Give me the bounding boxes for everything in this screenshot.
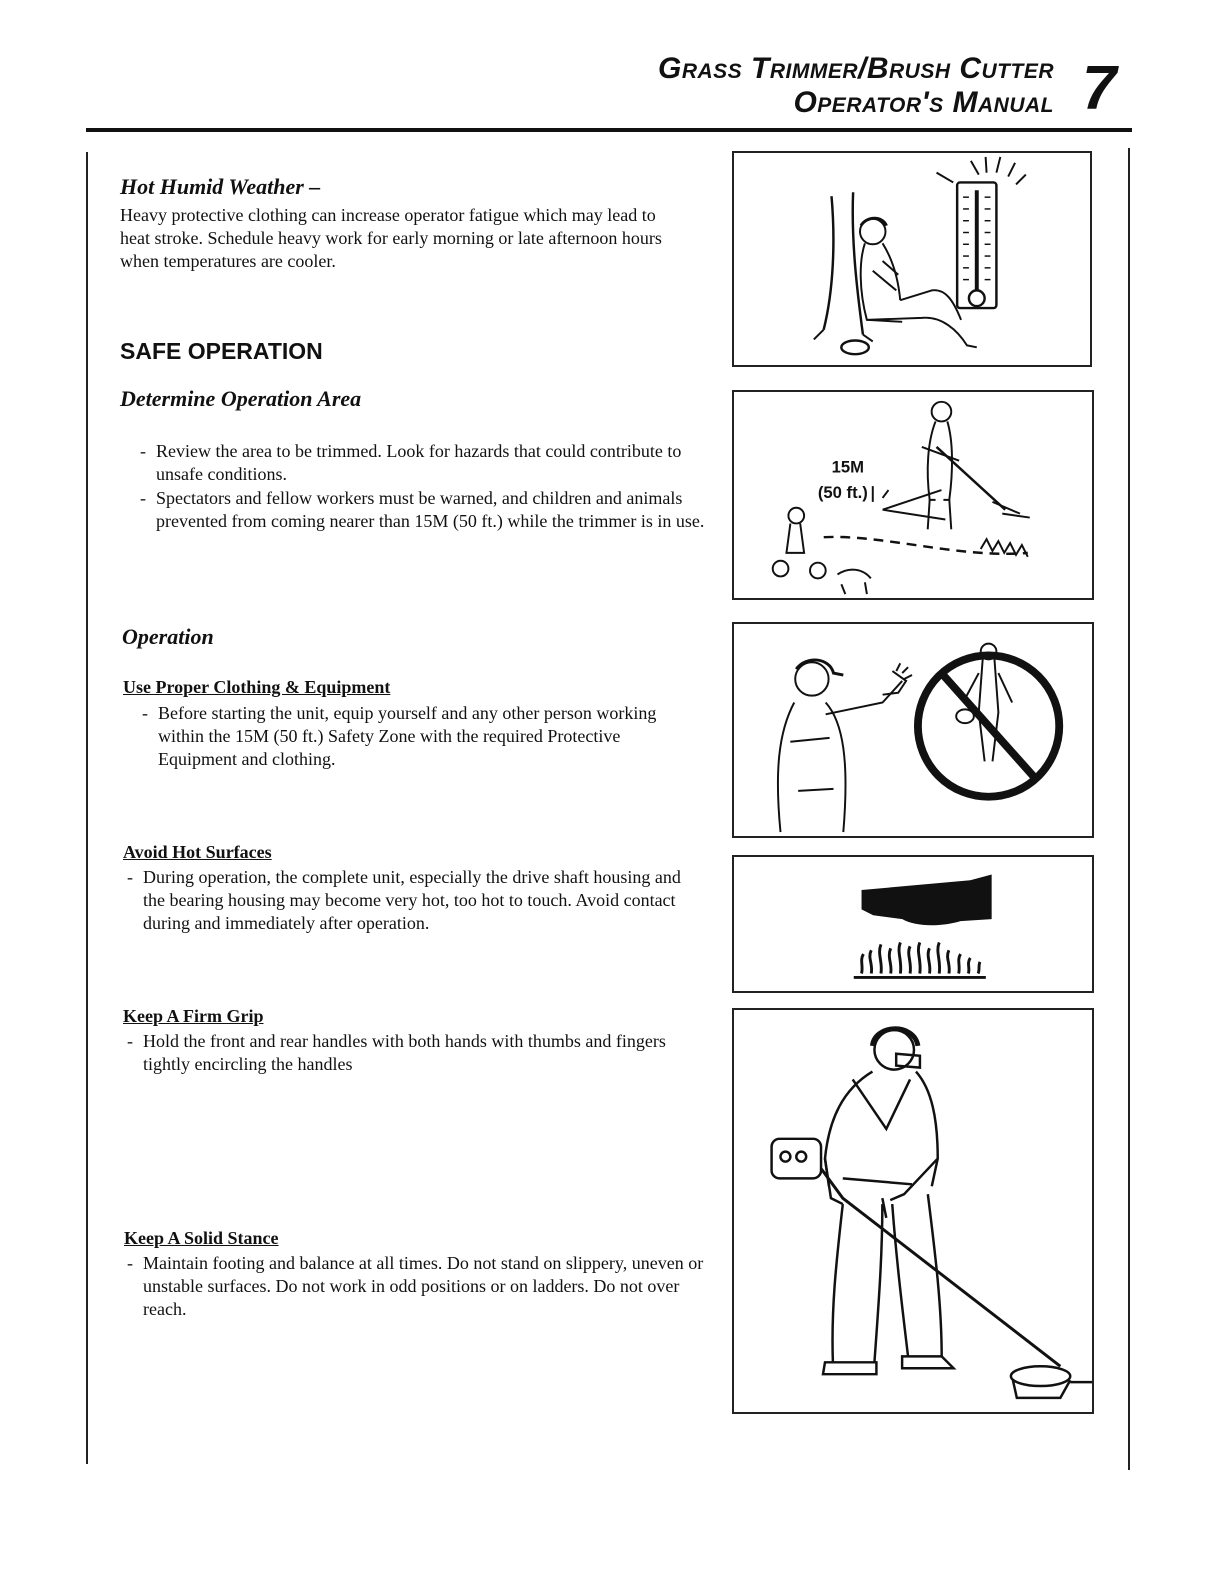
heat-stroke-illustration: [734, 153, 1090, 365]
figure-keep-away: [732, 622, 1094, 838]
grip-list: [123, 1030, 703, 1077]
list-item: - Before starting the unit, equip yourself and any other person working within the 15M (50 ft.) Safety Zone with the required Protective Equipment and clothing.: [138, 702, 698, 771]
clothing-subheading: Use Proper Clothing & Equipment: [123, 677, 391, 697]
stance-list: [123, 1252, 713, 1322]
distance-label-meters: 15M: [831, 457, 864, 477]
figure-operator-stance: [732, 1008, 1094, 1414]
figure-heat-stroke: [732, 151, 1092, 367]
list-item: - Spectators and fellow workers must be warned, and children and animals prevented from coming nearer than 15M (50 ft.) while the trimmer is in use.: [136, 487, 706, 533]
page-number: 7: [1082, 54, 1117, 123]
determine-area-list: [136, 440, 706, 534]
left-margin-rule: [86, 152, 88, 1464]
figure-safety-zone: [732, 390, 1094, 600]
figure-hot-surface: [732, 855, 1094, 993]
hot-humid-body: Heavy protective clothing can increase operator fatigue which may lead to heat stroke. Schedule heavy work for early morning or late afternoon hours when temperatures are cooler.: [120, 205, 662, 271]
heat-waves: [854, 942, 986, 977]
safety-zone-illustration: [734, 392, 1092, 598]
hot-humid-heading: Hot Humid Weather –: [120, 174, 321, 199]
hot-surfaces-list: [123, 866, 703, 936]
right-margin-rule: [1128, 148, 1130, 1470]
header-title-line2: Operator's Manual: [793, 86, 1054, 119]
clothing-list: [138, 702, 698, 772]
safe-operation-heading: SAFE OPERATION: [120, 338, 323, 364]
list-item: - Hold the front and rear handles with both hands with thumbs and fingers tightly encircling the handles: [123, 1030, 703, 1076]
header-title-line1: Grass Trimmer/Brush Cutter: [658, 52, 1054, 85]
hot-surface-illustration: [734, 857, 1092, 991]
header-rule: [86, 128, 1132, 132]
operation-heading: Operation: [122, 624, 214, 649]
stance-subheading: Keep A Solid Stance: [124, 1228, 279, 1248]
grip-subheading: Keep A Firm Grip: [123, 1006, 264, 1026]
operator-stance-illustration: [734, 1010, 1092, 1412]
distance-label-feet: (50 ft.): [817, 482, 868, 502]
keep-away-illustration: [734, 624, 1092, 836]
hot-surfaces-subheading: Avoid Hot Surfaces: [123, 842, 272, 862]
list-item: - During operation, the complete unit, especially the drive shaft housing and the bearing housing may become very hot, too hot to touch. Avoid contact during and immediately after operation.: [123, 866, 703, 935]
list-item: - Review the area to be trimmed. Look for hazards that could contribute to unsafe conditions.: [136, 440, 706, 486]
determine-area-heading: Determine Operation Area: [120, 386, 362, 411]
list-item: - Maintain footing and balance at all times. Do not stand on slippery, uneven or unstable surfaces. Do not work in odd positions or on ladders. Do not over reach.: [123, 1252, 713, 1321]
